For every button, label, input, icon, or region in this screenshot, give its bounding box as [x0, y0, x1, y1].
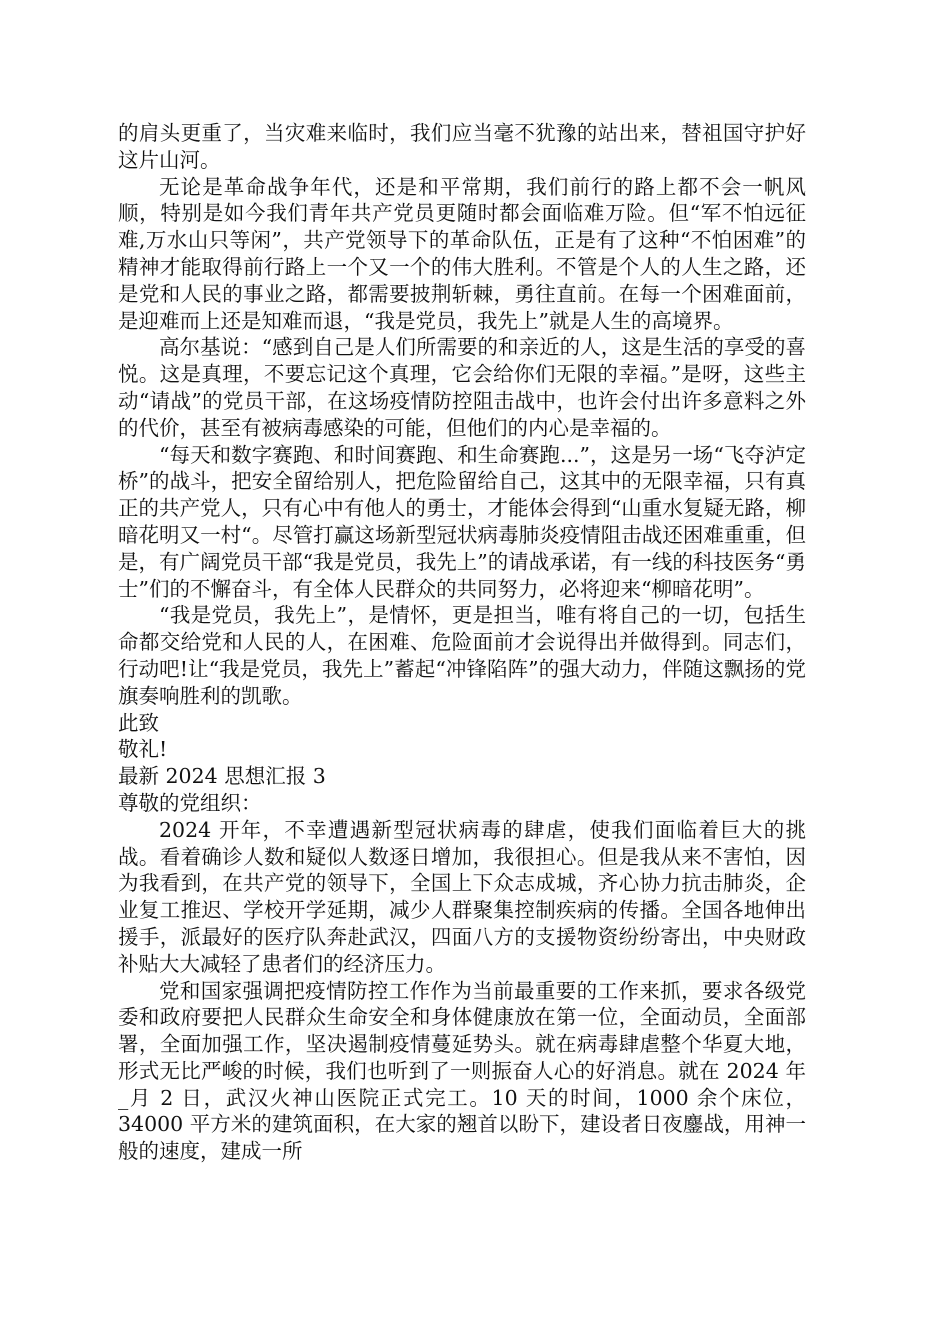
- paragraph-revolution: 无论是革命战争年代，还是和平常期，我们前行的路上都不会一帆风顺，特别是如今我们青年共产党员更随时都会面临难万险。但“军不怕远征难,万水山只等闲”，共产党领导下的革命队伍，正是有了这种“不怕困难”的精神才能取得前行路上一个又一个的伟大胜利。不管是个人的人生之路，还是党和人民的事业之路，都需要披荆斩棘，勇往直前。在每一个困难面前，是迎难而上还是知难而退，“我是党员，我先上”就是人生的高境界。: [118, 174, 806, 333]
- closing-salutation: 此致: [118, 710, 159, 735]
- greeting: 尊敬的党组织：: [118, 790, 262, 815]
- paragraph-hospital: 党和国家强调把疫情防控工作作为当前最重要的工作来抓，要求各级党委和政府要把人民群众生命安全和身体健康放在第一位，全面动员，全面部署，全面加强工作，坚决遏制疫情蔓延势头。就在病毒肆虐整个华夏大地，形式无比严峻的时候，我们也听到了一则振奋人心的好消息。就在 2024 年_月 2 日，武汉火神山医院正式完工。10 天的时间，1000 余个床位，34000 平方米的建筑面积，在大家的翘首以盼下，建设者日夜鏖战，用神一般的速度，建成一所: [118, 978, 806, 1164]
- report-title: 最新 2024 思想汇报 3: [118, 764, 326, 789]
- paragraph-race: “每天和数字赛跑、和时间赛跑、和生命赛跑...”，这是另一场“飞夺泸定桥”的战斗，把安全留给别人，把危险留给自己，这其中的无限幸福，只有真正的共产党人，只有心中有他人的勇士，才能体会得到“山重水复疑无路，柳暗花明又一村“。尽管打赢这场新型冠状病毒肺炎疫情阻击战还困难重重，但是，有广阔党员干部“我是党员，我先上”的请战承诺，有一线的科技医务“勇士”们的不懈奋斗，有全体人民群众的共同努力，必将迎来“柳暗花明”。: [118, 442, 806, 601]
- closing-regards: 敬礼!: [118, 737, 168, 762]
- paragraph-gorky-quote: 高尔基说：“感到自己是人们所需要的和亲近的人，这是生活的享受的喜悦。这是真理，不要忘记这个真理，它会给你们无限的幸福。”是呀，这些主动“请战”的党员干部，在这场疫情防控阻击战中，也许会付出许多意料之外的代价，甚至有被病毒感染的可能，但他们的内心是幸福的。: [118, 335, 806, 440]
- paragraph-i-am-party-member: “我是党员，我先上”，是情怀，更是担当，唯有将自己的一切，包括生命都交给党和人民的人，在困难、危险面前才会说得出并做得到。同志们，行动吧!让“我是党员，我先上”蓄起“冲锋陷阵”的强大动力，伴随这飘扬的党旗奏响胜利的凯歌。: [118, 603, 806, 708]
- paragraph-continuation: 的肩头更重了，当灾难来临时，我们应当毫不犹豫的站出来，替祖国守护好这片山河。: [118, 121, 806, 172]
- document-body: [118, 120, 806, 1165]
- paragraph-new-year: 2024 开年，不幸遭遇新型冠状病毒的肆虐，使我们面临着巨大的挑战。看着确诊人数和疑似人数逐日增加，我很担心。但是我从来不害怕，因为我看到，在共产党的领导下，全国上下众志成城，齐心协力抗击肺炎，企业复工推迟、学校开学延期，减少人群聚集控制疾病的传播。全国各地伸出援手，派最好的医疗队奔赴武汉，四面八方的支援物资纷纷寄出，中央财政补贴大大减轻了患者们的经济压力。: [118, 817, 806, 976]
